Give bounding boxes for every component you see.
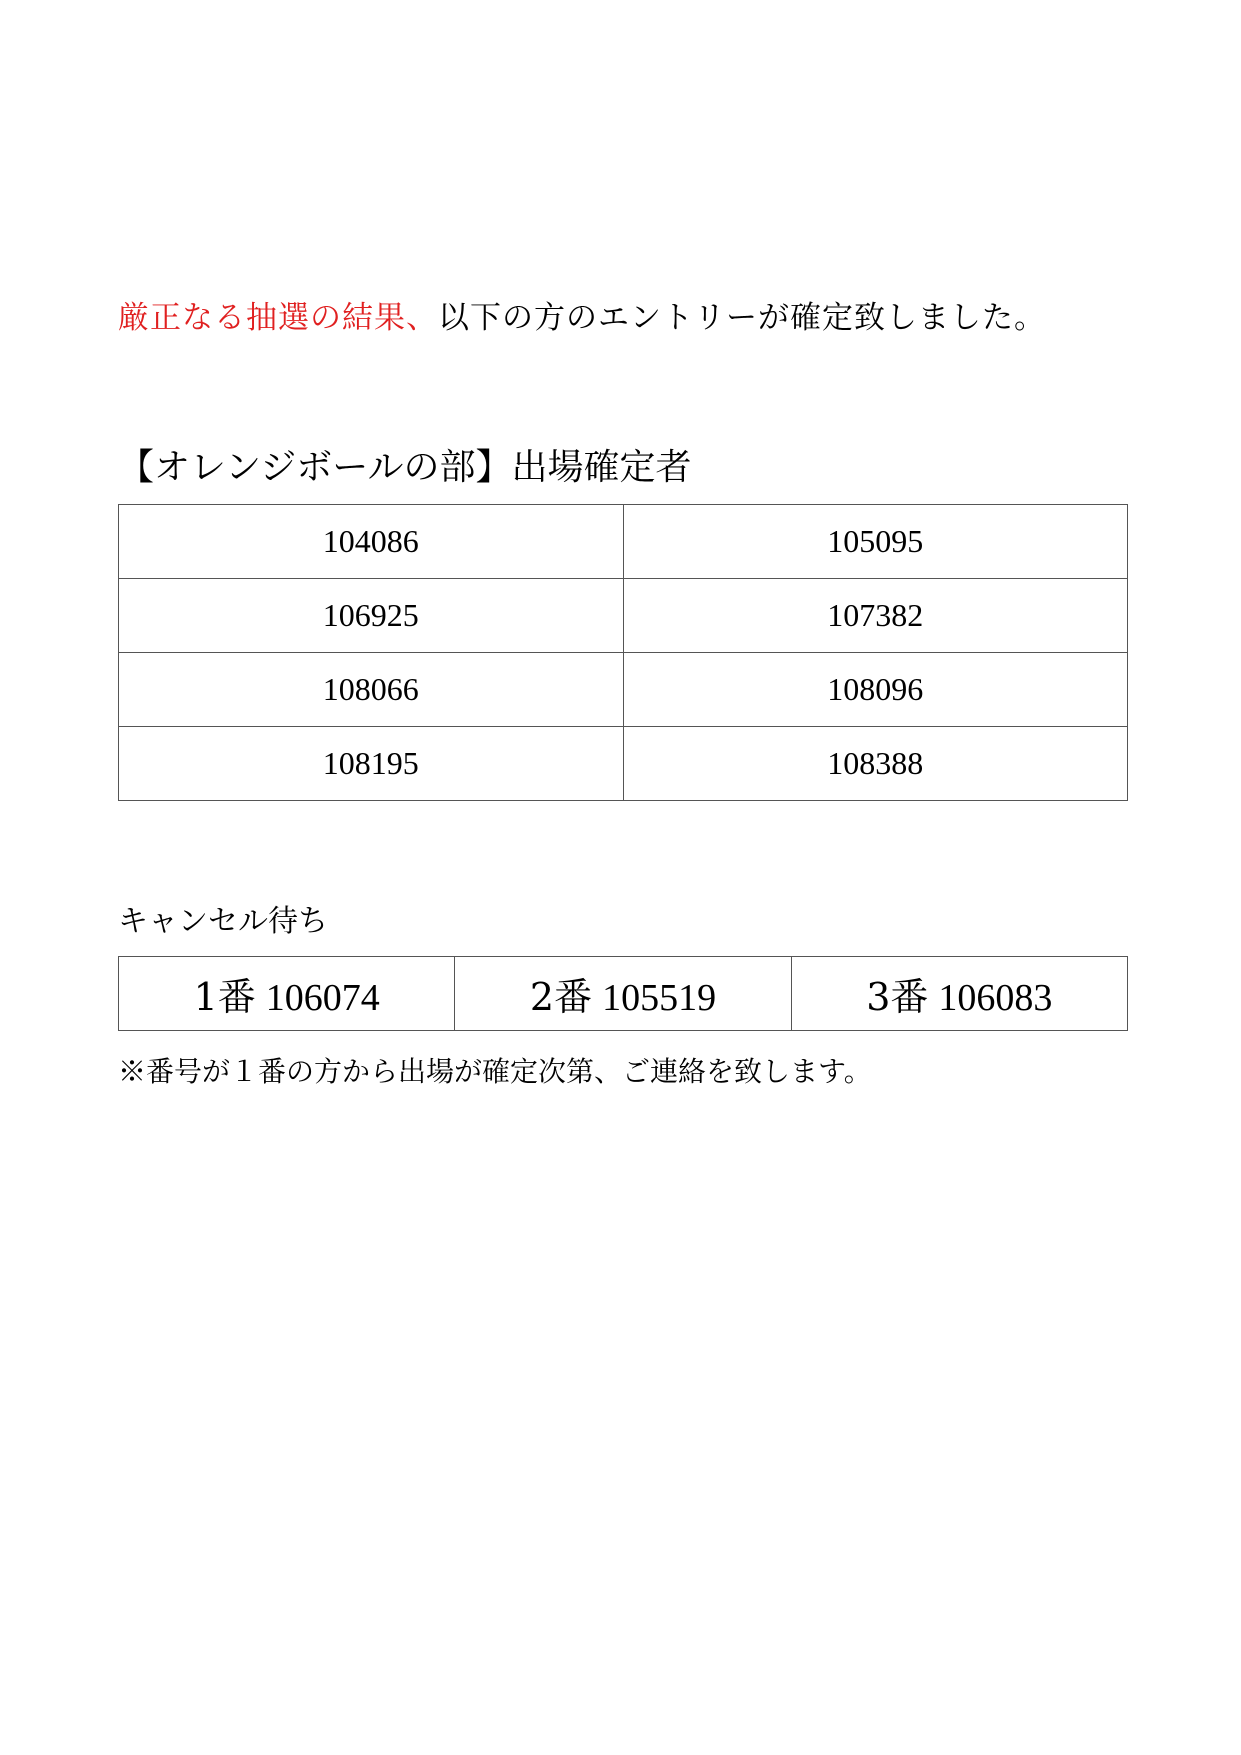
- entry-number: 105095: [623, 505, 1128, 579]
- waitlist-rank: 1番: [193, 975, 256, 1019]
- intro-sentence: [118, 298, 1046, 338]
- waitlist-number: 105519: [602, 977, 717, 1019]
- table-row: [119, 579, 1128, 653]
- waitlist-cell: [791, 957, 1127, 1031]
- footnote: ※番号が１番の方から出場が確定次第、ご連絡を致します。: [118, 1055, 872, 1088]
- section-title: 【オレンジボールの部】出場確定者: [118, 447, 692, 488]
- entry-number: 107382: [623, 579, 1128, 653]
- entry-number: 104086: [119, 505, 624, 579]
- table-row: [119, 727, 1128, 801]
- confirmed-entries-table: [118, 504, 1128, 801]
- waitlist-cell: [455, 957, 791, 1031]
- entry-number: 108066: [119, 653, 624, 727]
- waitlist-rank: 3番: [866, 975, 929, 1019]
- table-row: [119, 505, 1128, 579]
- intro-highlight: 厳正なる抽選の結果、: [118, 300, 438, 336]
- waitlist-number: 106083: [938, 977, 1053, 1019]
- entry-number: 108096: [623, 653, 1128, 727]
- entry-number: 106925: [119, 579, 624, 653]
- waitlist-rank: 2番: [529, 975, 593, 1019]
- waitlist-number: 106074: [265, 977, 380, 1019]
- table-row: [119, 653, 1128, 727]
- waitlist-cell: [119, 957, 455, 1031]
- intro-rest: 以下の方のエントリーが確定致しました。: [438, 300, 1046, 336]
- waitlist-title: キャンセル待ち: [118, 904, 328, 939]
- waitlist-table: [118, 956, 1128, 1031]
- table-row: [119, 957, 1128, 1031]
- entry-number: 108195: [119, 727, 624, 801]
- entry-number: 108388: [623, 727, 1128, 801]
